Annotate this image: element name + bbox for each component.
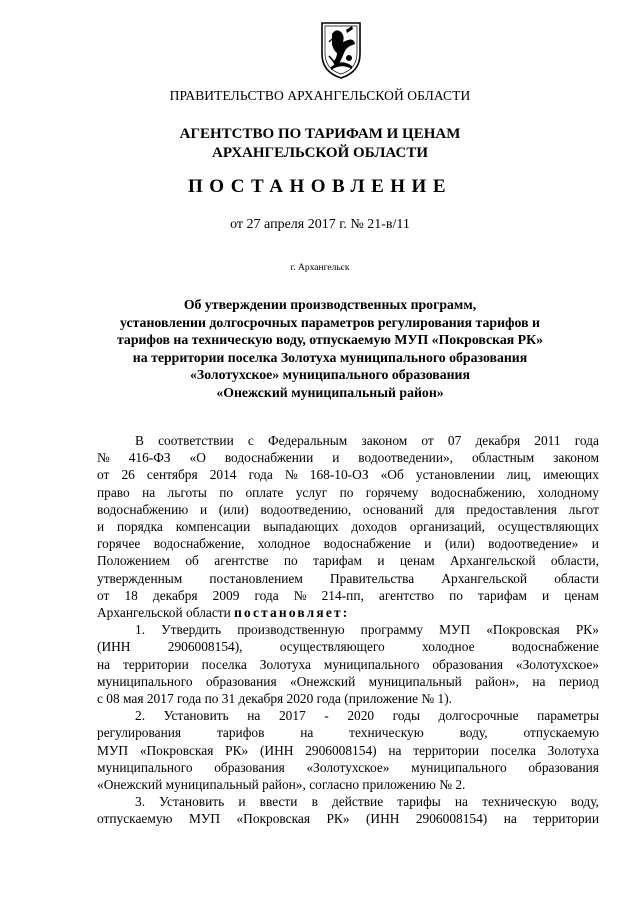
word: и: [97, 519, 105, 535]
word: льгот: [568, 501, 599, 517]
word: «Золотухское»: [515, 656, 599, 672]
word: (или): [218, 501, 249, 517]
word: льготы: [167, 484, 207, 500]
word: водоснабжение,: [153, 536, 245, 552]
body-line: [97, 656, 599, 673]
word: 2906008154): [305, 742, 377, 758]
word: агентство: [378, 587, 435, 603]
word: водоотведение»: [488, 536, 579, 552]
word: по: [283, 553, 298, 569]
document-type: ПОСТАНОВЛЕНИЕ: [187, 176, 453, 197]
agency-line-1: АГЕНТСТВО ПО ТАРИФАМ И ЦЕНАМ: [179, 126, 461, 142]
word: образования: [528, 759, 599, 775]
word: тарифов: [216, 725, 265, 741]
word: 2011: [534, 433, 561, 448]
body-line: [97, 742, 599, 759]
word: и: [238, 794, 246, 810]
word: и: [591, 536, 599, 552]
word: выпадающих: [263, 519, 339, 535]
body-line: [97, 621, 599, 638]
word: по: [339, 484, 354, 500]
word: и: [199, 501, 208, 517]
word: года: [574, 433, 599, 448]
word: и: [542, 587, 550, 603]
word: на: [388, 742, 402, 758]
word: МУП: [97, 742, 129, 758]
word: компенсации: [175, 519, 251, 535]
body-line: [97, 707, 599, 724]
word: на: [97, 656, 111, 672]
body-line: [97, 570, 599, 587]
word: по: [219, 484, 234, 500]
word: (ИНН: [97, 639, 131, 655]
word: воду,: [459, 725, 488, 741]
word: тарифам: [478, 587, 527, 603]
word: (ИНН: [365, 811, 400, 827]
word: Федеральным: [267, 433, 348, 448]
document-subject: [60, 296, 600, 401]
word: годы: [392, 708, 420, 724]
word: поселка: [201, 656, 247, 672]
word: «Онежский: [290, 673, 356, 689]
body-line: [97, 604, 599, 621]
body-text-span: Архангельской области: [97, 605, 231, 621]
word: техническую: [349, 725, 424, 741]
word: года: [248, 467, 273, 483]
word: МУП: [439, 622, 471, 638]
agency-name: [0, 125, 640, 163]
body-line: [97, 638, 599, 655]
word: Утвердить: [161, 622, 222, 638]
word: РК»: [326, 811, 350, 827]
body-line: с 08 мая 2017 года по 31 декабря 2020 года (приложение № 1).: [97, 691, 453, 707]
word: области,: [550, 553, 599, 569]
body-line: [97, 432, 599, 449]
agency-line-2: АРХАНГЕЛЬСКОЙ ОБЛАСТИ: [212, 145, 428, 161]
word: об: [185, 553, 199, 569]
subject-line: установлении долгосрочных параметров регулирования тарифов и: [120, 314, 540, 330]
word: имеющих: [543, 467, 599, 483]
word: район»,: [475, 673, 519, 689]
resolves-keyword: постановляет:: [234, 605, 350, 621]
word: осуществляющего: [279, 639, 385, 655]
word: горячему: [365, 484, 419, 500]
word: законом: [361, 433, 408, 448]
word: отпускаемую: [523, 725, 599, 741]
word: 2906008154),: [167, 639, 243, 655]
word: от: [97, 467, 110, 483]
word: «О: [189, 450, 206, 466]
government-name: ПРАВИТЕЛЬСТВО АРХАНГЕЛЬСКОЙ ОБЛАСТИ: [169, 88, 471, 103]
word: РК»: [225, 742, 249, 758]
body-line: [97, 518, 599, 535]
word: 18: [124, 587, 138, 603]
word: утвержденным: [97, 570, 183, 586]
body-line: [97, 552, 599, 569]
word: лиц,: [506, 467, 532, 483]
body-line: [97, 724, 599, 741]
document-body: [97, 432, 599, 828]
word: ценам: [564, 587, 599, 603]
word: горячее: [97, 536, 141, 552]
word: доходов: [351, 519, 397, 535]
body-line: [97, 587, 599, 604]
word: №: [284, 467, 298, 483]
body-line: [97, 810, 599, 827]
subject-line: тарифов на техническую воду, отпускаемую МУП «Покровская РК»: [116, 332, 544, 347]
word: 214-пп,: [321, 587, 364, 603]
word: параметры: [537, 708, 599, 724]
word: области: [554, 570, 599, 586]
word: 2017: [278, 708, 306, 724]
word: 2014: [209, 467, 237, 483]
word: муниципального: [97, 759, 193, 775]
word: с: [247, 433, 254, 448]
word: программу: [360, 622, 423, 638]
word: РК»: [575, 622, 599, 638]
word: образования: [432, 656, 503, 672]
word: действие: [332, 794, 384, 810]
subject-line: на территории поселка Золотуха муниципального образования: [132, 349, 528, 365]
word: 2.: [135, 708, 146, 724]
word: оплате: [245, 484, 284, 500]
document-city: г. Архангельск: [290, 263, 350, 273]
word: на: [503, 811, 517, 827]
word: 1.: [135, 622, 146, 638]
word: 26: [121, 467, 135, 483]
word: тарифам: [313, 553, 363, 569]
word: предоставления: [466, 501, 557, 517]
word: ввести: [259, 794, 298, 810]
word: тарифы: [397, 794, 441, 810]
word: водоснабжению: [97, 501, 189, 517]
word: образования: [214, 759, 285, 775]
word: на: [300, 725, 314, 741]
body-line: [97, 501, 599, 518]
document-date-number: от 27 апреля 2017 г. № 21-в/11: [230, 217, 410, 232]
word: «Об: [380, 467, 404, 483]
word: холодному: [537, 484, 599, 500]
word: водоснабжение: [511, 639, 599, 655]
word: холодное: [257, 536, 311, 552]
word: В: [135, 433, 144, 448]
body-line: [97, 484, 599, 501]
word: 2009: [212, 587, 240, 603]
word: техническую: [482, 794, 557, 810]
word: законом: [553, 450, 599, 466]
word: Архангельской: [441, 570, 528, 586]
word: №: [293, 587, 307, 603]
word: «Покровская: [139, 742, 214, 758]
word: года: [254, 587, 279, 603]
word: Положением: [97, 553, 171, 569]
word: на: [454, 794, 468, 810]
word: производственную: [237, 622, 345, 638]
word: и: [377, 553, 385, 569]
word: по: [449, 587, 463, 603]
word: период: [558, 673, 599, 689]
word: сентября: [146, 467, 198, 483]
word: поселка: [490, 742, 536, 758]
word: водоотведении»,: [358, 450, 454, 466]
word: Установить: [159, 794, 225, 810]
body-line: [97, 449, 599, 466]
subject-line: «Онежский муниципальный район»: [216, 384, 444, 400]
word: (ИНН: [259, 742, 294, 758]
word: муниципального: [97, 673, 193, 689]
body-line: «Онежский муниципальный район», согласно приложению № 2.: [97, 777, 466, 793]
word: право: [97, 484, 130, 500]
word: водоснабжение: [323, 536, 411, 552]
body-line: [97, 466, 599, 483]
word: от: [97, 587, 110, 603]
word: муниципальный: [368, 673, 462, 689]
word: Установить: [163, 708, 229, 724]
word: Золотуха: [259, 656, 311, 672]
word: территории: [123, 656, 189, 672]
word: и: [332, 450, 340, 466]
word: 07: [447, 433, 462, 448]
subject-line: «Золотухское» муниципального образования: [190, 367, 470, 382]
word: №: [97, 450, 110, 466]
word: Правительства: [329, 570, 415, 586]
word: на: [532, 673, 546, 689]
word: установлении: [415, 467, 495, 483]
word: -: [324, 708, 329, 724]
word: 3.: [135, 794, 146, 810]
word: «Покровская: [236, 811, 311, 827]
word: в: [311, 794, 318, 810]
word: оснований: [362, 501, 424, 517]
word: МУП: [188, 811, 221, 827]
subject-line: Об утверждении производственных программ,: [183, 297, 477, 312]
word: постановлением: [209, 570, 303, 586]
word: для: [434, 501, 455, 517]
word: образования: [205, 673, 277, 689]
word: Золотуха: [547, 742, 599, 758]
word: территории: [413, 742, 479, 758]
word: декабря: [475, 433, 521, 448]
word: муниципального: [323, 656, 420, 672]
word: воду,: [570, 794, 599, 810]
word: организаций,: [409, 519, 486, 535]
word: 168-10-ОЗ: [309, 467, 369, 483]
word: холодное: [422, 639, 475, 655]
body-line: [97, 673, 599, 690]
word: от: [421, 433, 434, 448]
word: 2906008154): [415, 811, 488, 827]
word: водоснабжению,: [430, 484, 526, 500]
word: услуг: [295, 484, 328, 500]
word: 2020: [347, 708, 375, 724]
word: (или): [444, 536, 475, 552]
word: территории: [533, 811, 599, 827]
word: «Покровская: [486, 622, 560, 638]
word: Архангельской: [449, 553, 536, 569]
body-line: [97, 793, 599, 810]
word: муниципального: [411, 759, 507, 775]
word: агентстве: [214, 553, 269, 569]
word: областным: [471, 450, 535, 466]
body-line: [97, 759, 599, 776]
word: «Золотухское»: [306, 759, 390, 775]
word: соответствии: [158, 433, 234, 448]
word: и: [424, 536, 432, 552]
word: 416-ФЗ: [128, 450, 171, 466]
word: водоснабжении: [224, 450, 314, 466]
word: на: [142, 484, 156, 500]
body-line: [97, 535, 599, 552]
word: долгосрочные: [438, 708, 519, 724]
word: отпускаемую: [97, 811, 173, 827]
word: на: [247, 708, 261, 724]
word: регулирования: [97, 725, 182, 741]
word: декабря: [152, 587, 198, 603]
word: водоотведению,: [260, 501, 352, 517]
word: осуществляющих: [497, 519, 599, 535]
word: ценам: [399, 553, 435, 569]
coat-of-arms-icon: [319, 20, 363, 80]
word: порядка: [117, 519, 163, 535]
